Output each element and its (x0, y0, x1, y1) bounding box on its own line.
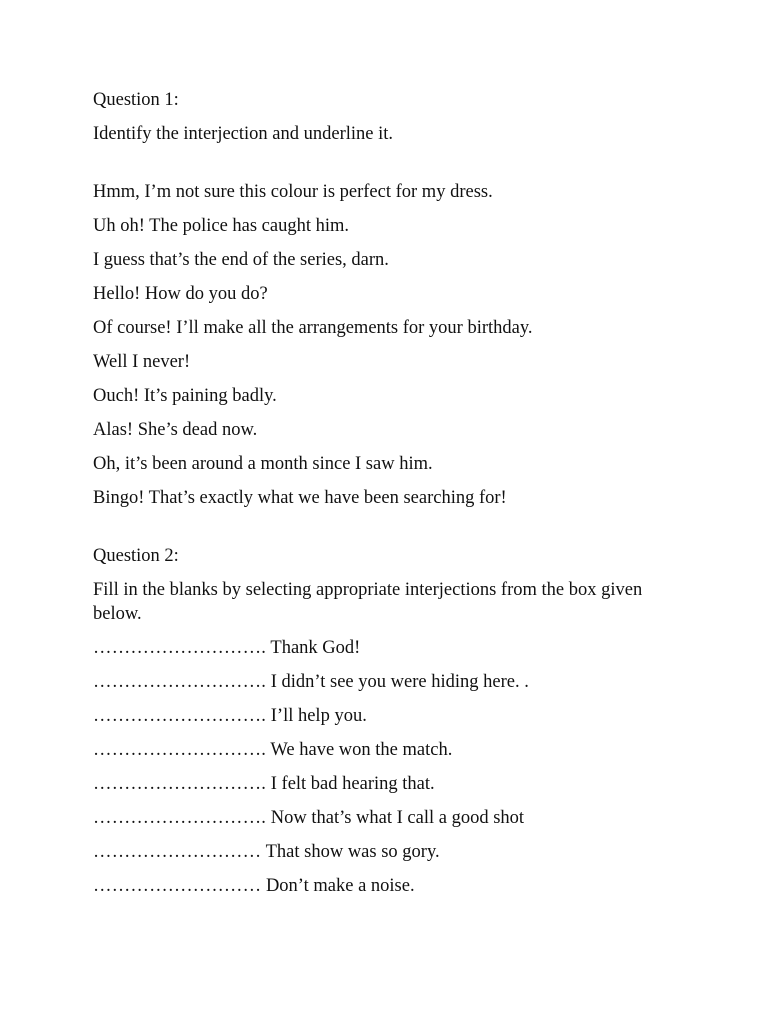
sentence-item: Uh oh! The police has caught him. (93, 216, 350, 236)
blank-dots: ………………………. (93, 774, 267, 794)
blank-row (93, 738, 693, 762)
question-2-heading: Question 2: (93, 546, 179, 566)
blank-dots: ……………………… (93, 876, 262, 896)
blank-sentence: I’ll help you. (270, 706, 367, 726)
sentence-item: Bingo! That’s exactly what we have been searching for! (93, 488, 507, 508)
section-spacer (93, 156, 693, 180)
blank-row (93, 840, 693, 864)
blank-dots: ………………………. (93, 808, 267, 828)
blank-sentence: Now that’s what I call a good shot (270, 808, 525, 828)
blank-row (93, 806, 693, 830)
blank-dots: ………………………. (93, 638, 267, 658)
blank-dots: ……………………… (93, 842, 262, 862)
sentence-item: Of course! I’ll make all the arrangements for your birthday. (93, 318, 533, 338)
section-spacer (93, 520, 693, 544)
blank-row (93, 636, 693, 660)
blank-row (93, 874, 693, 898)
blank-sentence: We have won the match. (270, 740, 453, 760)
blank-row (93, 772, 693, 796)
blank-dots: ………………………. (93, 740, 267, 760)
question-1-sentence-list (93, 180, 693, 510)
blank-sentence: That show was so gory. (265, 842, 440, 862)
sentence-item: Oh, it’s been around a month since I saw him. (93, 454, 433, 474)
document-content (93, 88, 693, 908)
sentence-item: Hmm, I’m not sure this colour is perfect for my dress. (93, 182, 493, 202)
question-2-blank-list (93, 636, 693, 898)
sentence-item: Hello! How do you do? (93, 284, 268, 304)
blank-sentence: I didn’t see you were hiding here. . (270, 672, 529, 692)
blank-row (93, 704, 693, 728)
question-2-instruction: Fill in the blanks by selecting appropriate interjections from the box given below. (93, 580, 643, 624)
question-1-instruction: Identify the interjection and underline it. (93, 124, 394, 144)
sentence-item: Ouch! It’s paining badly. (93, 386, 277, 406)
blank-row (93, 670, 693, 694)
blank-sentence: I felt bad hearing that. (270, 774, 435, 794)
sentence-item: I guess that’s the end of the series, darn. (93, 250, 389, 270)
blank-dots: ………………………. (93, 672, 267, 692)
blank-sentence: Don’t make a noise. (265, 876, 415, 896)
sentence-item: Alas! She’s dead now. (93, 420, 258, 440)
question-1-heading: Question 1: (93, 90, 179, 110)
blank-dots: ………………………. (93, 706, 267, 726)
sentence-item: Well I never! (93, 352, 191, 372)
blank-sentence: Thank God! (270, 638, 361, 658)
